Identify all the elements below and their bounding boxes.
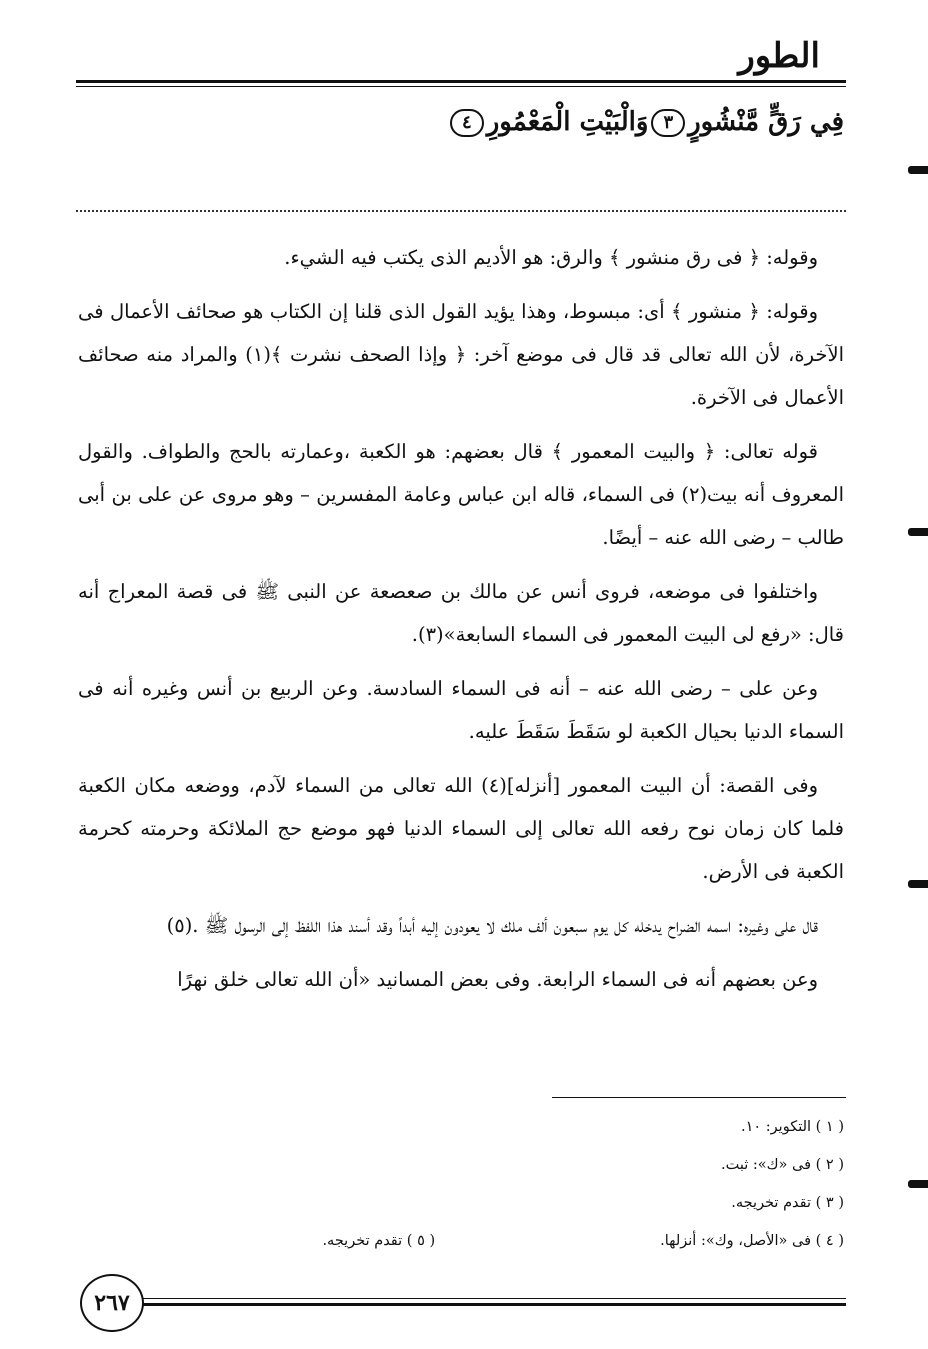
footnote: ( ٤ ) فى «الأصل، وك»: أنزلها.: [660, 1233, 844, 1249]
edge-mark: [908, 880, 928, 888]
ayah-number-marker: ٤: [450, 109, 484, 137]
commentary-paragraph: وقوله: ﴿ فى رق منشور ﴾ والرق: هو الأديم الذى يكتب فيه الشيء.: [284, 246, 818, 269]
footnote-separator: [552, 1097, 846, 1098]
footnote-row: [78, 1222, 844, 1260]
ayah-number-marker: ٣: [651, 109, 685, 137]
verse-text-2: وَالْبَيْتِ الْمَعْمُورِ: [486, 107, 649, 137]
commentary-body: [78, 236, 844, 1012]
commentary-paragraph: وعن بعضهم أنه فى السماء الرابعة. وفى بعض المسانيد «أن الله تعالى خلق نهرًا: [177, 968, 818, 991]
footnote: ( ٢ ) فى «ك»: ثبت.: [720, 1157, 844, 1173]
footnote: ( ٥ ) تقدم تخريجه.: [322, 1233, 436, 1249]
commentary-paragraph: قال على وغيره: اسمه الضراح يدخله كل يوم سبعون ألف ملك لا يعودون إليه أبداً وقد أسند هذا اللفظ إلى الرسول ﷺ .(٥): [166, 914, 818, 937]
edge-mark: [908, 1180, 928, 1188]
footer-rule: [142, 1303, 846, 1306]
edge-mark: [908, 166, 928, 174]
footnote: ( ١ ) التكوير: ١٠.: [741, 1119, 844, 1135]
edge-mark: [908, 528, 928, 536]
header-rule-thin: [76, 86, 846, 87]
surah-name-header: الطور: [738, 36, 820, 76]
footer-rule-thin: [142, 1298, 846, 1299]
verse-text-1: فِي رَقٍّ مَّنْشُورٍ: [688, 107, 844, 137]
quran-verse-line: [424, 100, 844, 144]
footnote: ( ٣ ) تقدم تخريجه.: [731, 1195, 844, 1211]
dotted-separator: [76, 210, 846, 212]
commentary-paragraph: وقوله: ﴿ منشور ﴾ أى: مبسوط، وهذا يؤيد القول الذى قلنا إن الكتاب هو صحائف الأعمال فى الآخرة، لأن الله تعالى قد قال فى موضع آخر: ﴿ وإذا الصحف نشرت ﴾(١) والمراد منه صحائف الأعمال فى الآخرة.: [78, 300, 844, 409]
commentary-paragraph: واختلفوا فى موضعه، فروى أنس عن مالك بن صعصعة عن النبى ﷺ فى قصة المعراج أنه قال: «رفع لى البيت المعمور فى السماء السابعة»(٣).: [78, 580, 844, 646]
header-rule: [76, 80, 846, 83]
footnotes: [78, 1108, 844, 1260]
commentary-paragraph: قوله تعالى: ﴿ والبيت المعمور ﴾ قال بعضهم: هو الكعبة ،وعمارته بالحج والطواف. والقول المعروف أنه بيت(٢) فى السماء، قاله ابن عباس وعامة المفسرين – وهو مروى عن على بن أبى طالب – رضى الله عنه – أيضًا.: [78, 440, 844, 549]
commentary-paragraph: وفى القصة: أن البيت المعمور [أنزله](٤) الله تعالى من السماء لآدم، ووضعه مكان الكعبة فلما كان زمان نوح رفعه الله تعالى إلى السماء الدنيا فهو موضع حج الملائكة وحرمته كحرمة الكعبة فى الأرض.: [78, 774, 844, 883]
page-number: ٢٦٧: [80, 1274, 144, 1332]
commentary-paragraph: وعن على – رضى الله عنه – أنه فى السماء السادسة. وعن الربيع بن أنس وغيره أنه فى السماء الدنيا بحيال الكعبة لو سَقَطَ سَقَطَ عليه.: [78, 677, 844, 743]
